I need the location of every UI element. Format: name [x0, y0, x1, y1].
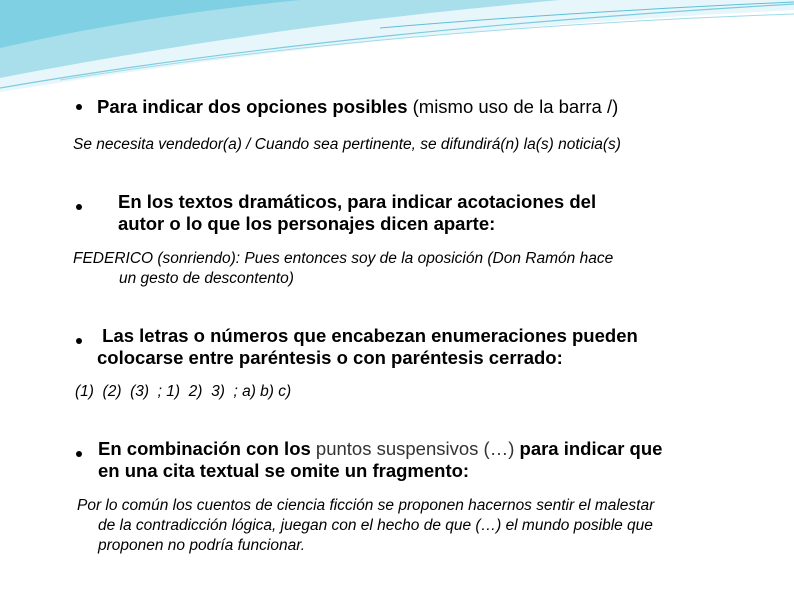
example-line: Por lo común los cuentos de ciencia ficción se proponen hacernos sentir el malestar [77, 497, 655, 514]
heading-line-1 [98, 438, 662, 460]
heading-highlight: puntos suspensivos (…) [315, 438, 515, 459]
example-line: de la contradicción lógica, juegan con el hecho de que (…) el mundo posible que [98, 517, 653, 534]
bullet-icon [76, 338, 82, 344]
heading-line: colocarse entre paréntesis o con paréntesis cerrado: [97, 347, 563, 368]
section-1-heading-rest: (mismo uso de la barra /) [407, 96, 619, 117]
section-1-heading [97, 96, 618, 118]
bullet-icon [76, 451, 82, 457]
heading-part: para indicar que [514, 438, 663, 459]
decorative-banner [0, 0, 794, 100]
section-3-example [75, 382, 291, 402]
section-1-heading-bold: Para indicar dos opciones posibles [97, 96, 408, 117]
section-2-heading [118, 191, 596, 235]
heading-line: Las letras o números que encabezan enumeraciones pueden [97, 325, 638, 346]
heading-part: En combinación con los [98, 438, 316, 459]
bullet-icon [76, 204, 82, 210]
heading-line: En los textos dramáticos, para indicar acotaciones del [118, 191, 597, 212]
bullet-icon [76, 104, 82, 110]
heading-line: autor o lo que los personajes dicen aparte: [118, 213, 496, 234]
section-3-heading [97, 325, 638, 369]
section-2-example [73, 249, 613, 289]
heading-line-2: en una cita textual se omite un fragmento: [98, 460, 470, 481]
example-line: (1) (2) (3) ; 1) 2) 3) ; a) b) c) [75, 383, 292, 400]
section-1-example [73, 135, 621, 155]
example-line: proponen no podría funcionar. [98, 537, 306, 554]
example-line: Se necesita vendedor(a) / Cuando sea pertinente, se difundirá(n) la(s) noticia(s) [73, 136, 621, 153]
section-4-example [77, 496, 654, 556]
example-line: FEDERICO (sonriendo): Pues entonces soy de la oposición (Don Ramón hace [73, 250, 614, 267]
example-line: un gesto de descontento) [119, 270, 294, 287]
section-4-heading [98, 438, 662, 482]
